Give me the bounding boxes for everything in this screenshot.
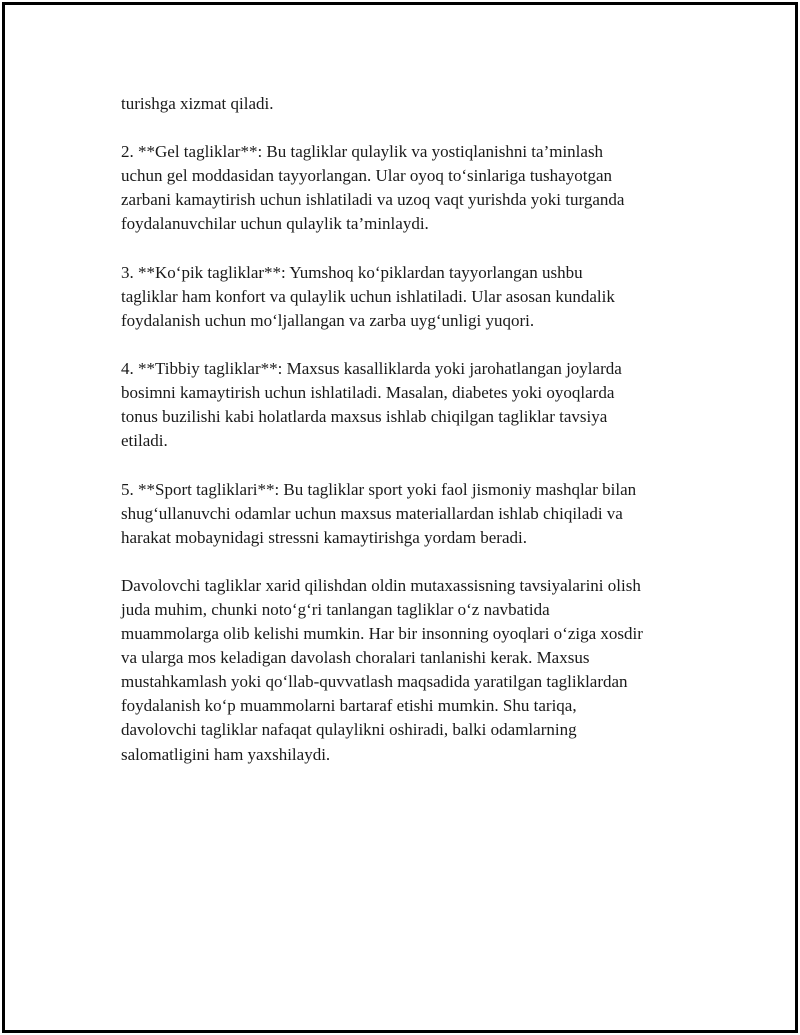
paragraph-medical-insoles: 4. **Tibbiy tagliklar**: Maxsus kasalliklarda yoki jarohatlangan joylarda bosimni kamaytirish uchun ishlatiladi. Masalan, diabetes yoki oyoqlarda tonus buzilishi kabi holatlarda maxsus ishlab chiqilgan tagliklar tavsiya etiladi.	[121, 359, 622, 451]
page-frame	[2, 2, 798, 1033]
paragraph-conclusion: Davolovchi tagliklar xarid qilishdan oldin mutaxassisning tavsiyalarini olish juda muhim, chunki noto‘g‘ri tanlangan tagliklar o‘z navbatida muammolarga olib kelishi mumkin. Har bir insonning oyoqlari o‘ziga xosdir va ularga mos keladigan davolash choralari tanlanishi kerak. Maxsus mustahkamlash yoki qo‘llab-quvvatlash maqsadida yaratilgan tagliklardan foydalanish ko‘p muammolarni bartaraf etishi mumkin. Shu tariqa, davolovchi tagliklar nafaqat qulaylikni oshiradi, balki odamlarning salomatligini ham yaxshilaydi.	[121, 575, 643, 764]
paragraph-sport-insoles: 5. **Sport tagliklari**: Bu tagliklar sport yoki faol jismoniy mashqlar bilan shug‘ullanuvchi odamlar uchun maxsus materiallardan ishlab chiqiladi va harakat mobaynidagi stressni kamaytirishga yordam beradi.	[121, 479, 637, 547]
document-body	[121, 92, 701, 767]
paragraph-foam-insoles: 3. **Ko‘pik tagliklar**: Yumshoq ko‘piklardan tayyorlangan ushbu tagliklar ham konfort va qulaylik uchun ishlatiladi. Ular asosan kundalik foydalanish uchun mo‘ljallangan va zarba uyg‘unligi yuqori.	[121, 262, 615, 330]
paragraph-continuation: turishga xizmat qiladi.	[121, 94, 274, 113]
paragraph-gel-insoles: 2. **Gel tagliklar**: Bu tagliklar qulaylik va yostiqlanishni ta’minlash uchun gel moddasidan tayyorlangan. Ular oyoq to‘sinlariga tushayotgan zarbani kamaytirish uchun ishlatiladi va uzoq vaqt yurishda yoki turganda foydalanuvchilar uchun qulaylik ta’minlaydi.	[121, 142, 625, 234]
